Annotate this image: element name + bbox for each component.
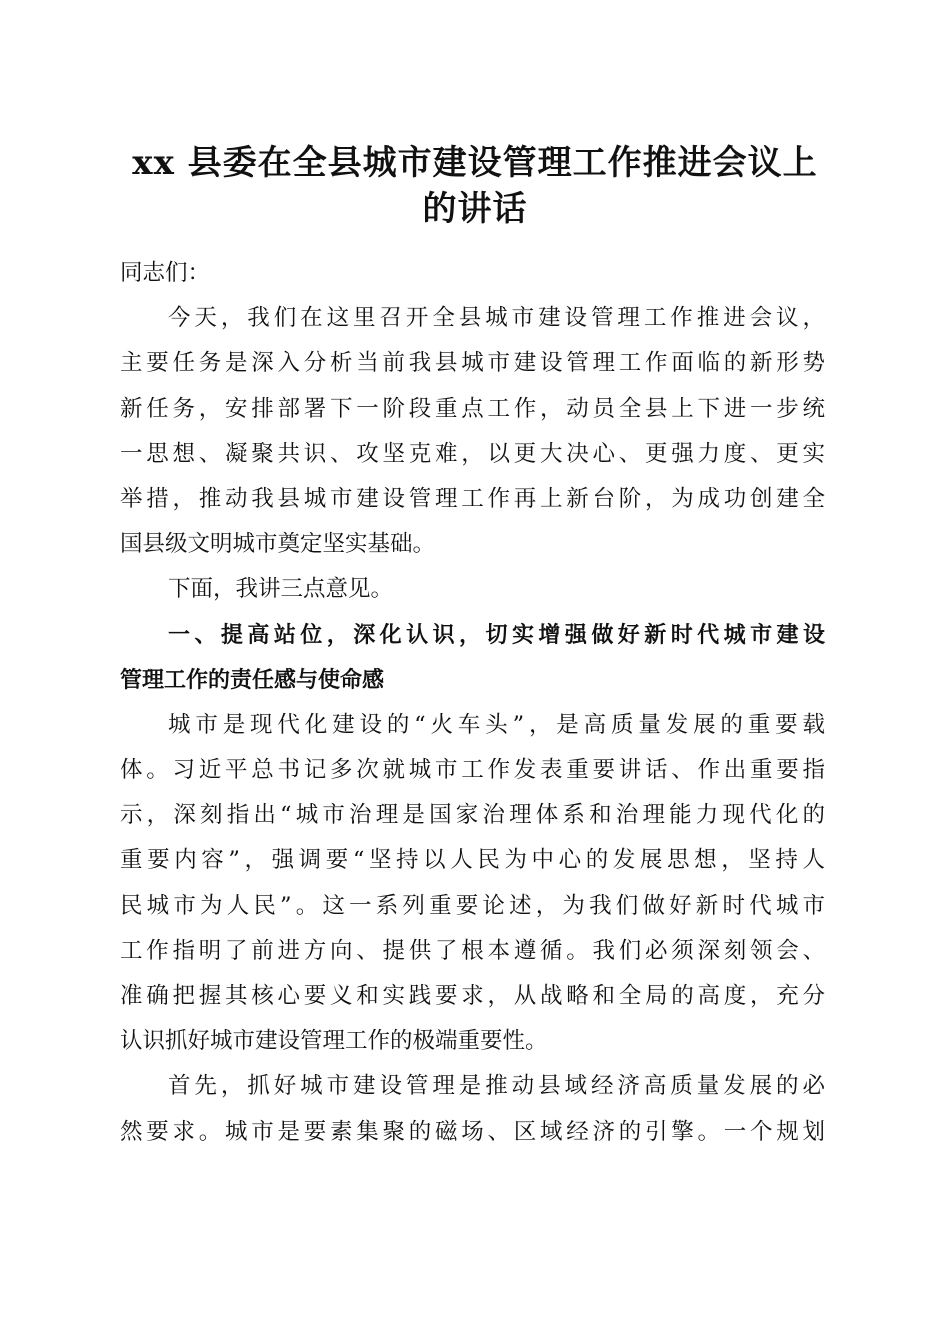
- salutation: 同志们：: [120, 260, 211, 286]
- paragraph-line: 认识抓好城市建设管理工作的极端重要性。: [120, 1028, 548, 1055]
- paragraph-line: 重要内容”，强调要“坚持以人民为中心的发展思想，坚持人: [120, 847, 825, 874]
- document-body: [120, 251, 825, 1155]
- paragraph-line: 准确把握其核心要义和实践要求，从战略和全局的高度，充分: [120, 983, 825, 1009]
- paragraph-line: 国县级文明城市奠定坚实基础。: [120, 531, 436, 558]
- paragraph-line: 一思想、凝聚共识、攻坚克难，以更大决心、更强力度、更实: [120, 440, 825, 467]
- paragraph-line: 工作指明了前进方向、提供了根本遵循。我们必须深刻领会、: [120, 937, 825, 964]
- title-line-1: xx 县委在全县城市建设管理工作推进会议上: [132, 143, 818, 183]
- paragraph-line: 然要求。城市是要素集聚的磁场、区域经济的引擎。一个规划: [120, 1118, 825, 1145]
- paragraph-line: 示，深刻指出“城市治理是国家治理体系和治理能力现代化的: [120, 802, 825, 829]
- heading-line: 管理工作的责任感与使命感: [120, 667, 385, 693]
- paragraph-first-point: [120, 1064, 825, 1154]
- paragraph-line: 体。习近平总书记多次就城市工作发表重要讲话、作出重要指: [120, 757, 825, 784]
- paragraph-line: 首先，抓好城市建设管理是推动县域经济高质量发展的必: [168, 1073, 825, 1100]
- paragraph-line: 民城市为人民”。这一系列重要论述，为我们做好新时代城市: [120, 892, 825, 919]
- section-heading-1: [120, 613, 825, 703]
- paragraph-line: 城市是现代化建设的“火车头”，是高质量发展的重要载: [168, 711, 825, 738]
- paragraph-line: 举措，推动我县城市建设管理工作再上新台阶，为成功创建全: [120, 485, 825, 512]
- heading-line: 一、提高站位，深化认识，切实增强做好新时代城市建设: [168, 622, 825, 648]
- paragraph-city-role: [120, 703, 825, 1065]
- paragraph-line: 下面，我讲三点意见。: [168, 576, 394, 603]
- title-line-2: 的讲话: [422, 189, 528, 229]
- paragraph-intro: [120, 567, 825, 612]
- paragraph-line: 新任务，安排部署下一阶段重点工作，动员全县上下进一步统: [120, 395, 825, 422]
- document-title: [110, 140, 840, 232]
- paragraph-opening: [120, 296, 825, 567]
- paragraph-line: 主要任务是深入分析当前我县城市建设管理工作面临的新形势: [120, 350, 825, 377]
- paragraph-line: 今天，我们在这里召开全县城市建设管理工作推进会议，: [168, 305, 825, 332]
